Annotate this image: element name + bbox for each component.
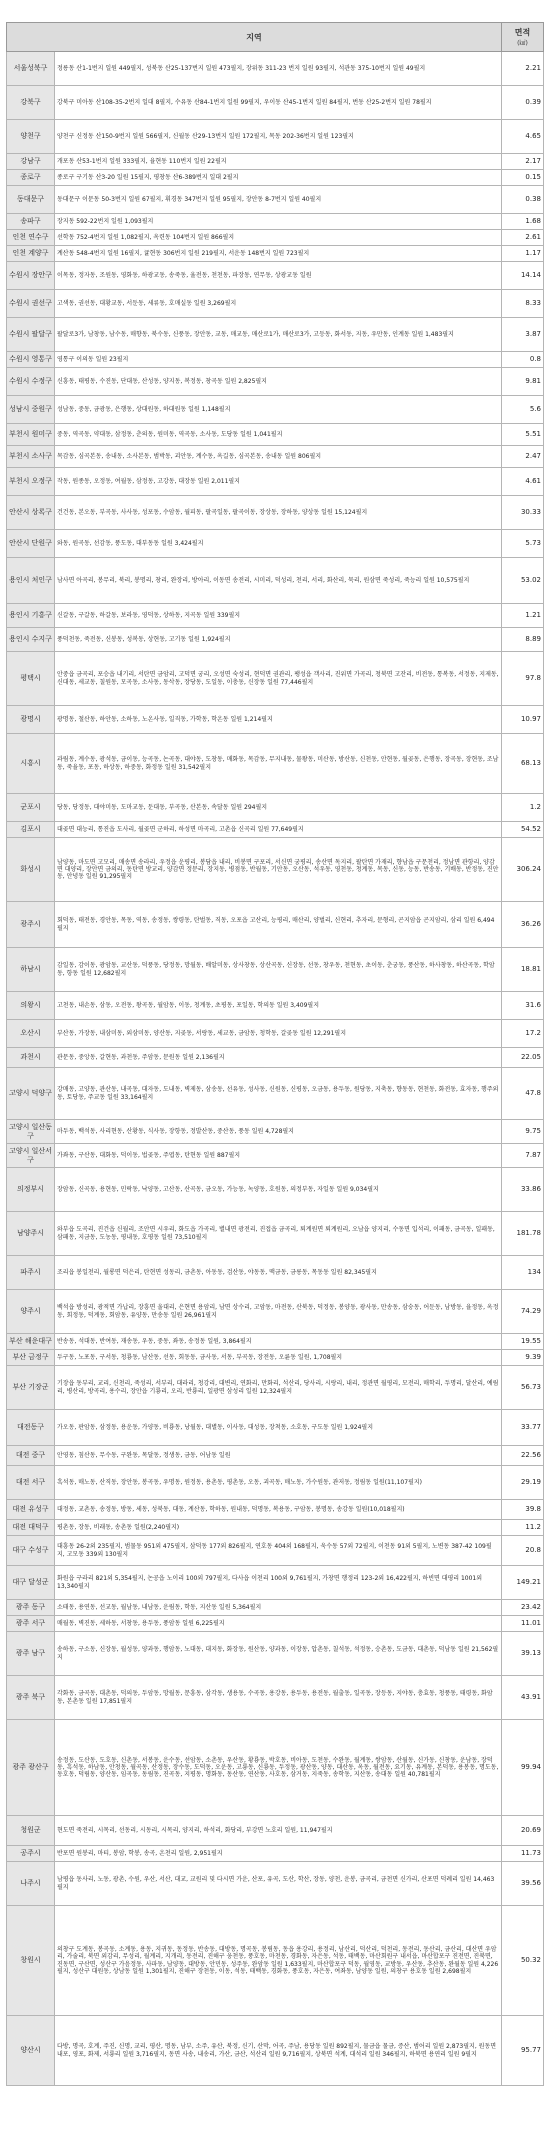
description-cell: 회덕동, 태전동, 경안동, 목동, 역동, 송정동, 쌍령동, 탄벌동, 직동, 오포읍 고산리, 능평리, 매산리, 양벌리, 신현리, 추자리, 문형리, 곤지암읍 곤지암리, 삼리 일원 6,494필지	[55, 902, 502, 948]
description-cell: 건건동, 본오동, 부곡동, 사사동, 성포동, 수암동, 월피동, 팔곡일동, 팔곡이동, 장상동, 장하동, 양상동 일원 15,124필지	[55, 496, 502, 530]
table-row	[7, 948, 544, 992]
description-cell: 남사면 아곡리, 봉무리, 북리, 봉명리, 창리, 완장리, 방아리, 이동면 송전리, 시미리, 덕성리, 천리, 서리, 화산리, 묵리, 원삼면 죽성리, 죽능리 일원 10,575필지	[55, 558, 502, 604]
description-cell: 매월동, 벽진동, 세하동, 서창동, 용두동, 풍암동 일원 6,225필지	[55, 1616, 502, 1632]
area-cell: 97.8	[502, 652, 544, 706]
area-cell: 2.21	[502, 52, 544, 86]
description-cell: 마두동, 백석동, 사리현동, 산황동, 식사동, 장항동, 정발산동, 중산동, 풍동 일원 4,728필지	[55, 1120, 502, 1144]
area-cell: 0.15	[502, 170, 544, 186]
area-cell: 31.6	[502, 992, 544, 1020]
area-cell: 22.05	[502, 1048, 544, 1068]
region-cell: 부천시 소사구	[7, 446, 55, 468]
region-cell: 오산시	[7, 1020, 55, 1048]
land-area-table-container	[6, 22, 544, 2086]
description-cell: 고천동, 내손동, 삼동, 오전동, 왕곡동, 월암동, 이동, 청계동, 초평동, 포일동, 학의동 일원 3,409필지	[55, 992, 502, 1020]
region-cell: 김포시	[7, 822, 55, 838]
area-cell: 56.73	[502, 1366, 544, 1410]
area-unit-label: (㎢)	[517, 40, 528, 47]
table-row	[7, 604, 544, 628]
region-cell: 양주시	[7, 1290, 55, 1334]
table-row	[7, 352, 544, 368]
region-cell: 종로구	[7, 170, 55, 186]
region-cell: 창원시	[7, 1906, 55, 2016]
area-cell: 39.13	[502, 1632, 544, 1676]
table-row	[7, 1168, 544, 1212]
area-cell: 0.38	[502, 186, 544, 214]
area-cell: 8.89	[502, 628, 544, 652]
description-cell: 소태동, 용연동, 선교동, 월남동, 내남동, 운림동, 학동, 지산동 일원 5,364필지	[55, 1600, 502, 1616]
table-header-row	[7, 23, 544, 52]
table-row	[7, 86, 544, 120]
description-cell: 다방, 명곡, 호계, 주진, 신명, 교리, 평산, 명동, 남부, 소주, 유산, 북정, 신기, 산막, 어곡, 주남, 용당동 일원 892필지, 물금읍 물금, 증산, 범어리 일원 2,873필지, 원동면 내포, 영포, 화제, 서룡리 일원 3,716필지, 동면 사송, 내송리, 가산, 금산, 석산리 일원 9,716필지, 상북면 석계, 대석리 일원 346필지, 하북면 용연리 일원 9필지	[55, 2016, 502, 2086]
description-cell: 동대문구 이문동 50-3번지 일원 67필지, 휘경동 347번지 일원 95필지, 장안동 8-7번지 일원 40필지	[55, 186, 502, 214]
description-cell: 안중읍 금곡리, 포승읍 내기리, 서탄면 금암리, 고덕면 궁리, 오성면 숙성리, 현덕면 권관리, 팽성읍 객사리, 진위면 가곡리, 청북면 고잔리, 비전동, 통복동, 서정동, 지제동, 신대동, 세교동, 칠원동, 모곡동, 소사동, 동삭동, 장당동, 도일동, 이충동, 신장동 일원 77,446필지	[55, 652, 502, 706]
description-cell: 현도면 죽전리, 시목리, 선동리, 시동리, 시목리, 양지리, 하석리, 화당리, 부강면 노호리 일원, 11,947필지	[55, 1816, 502, 1846]
area-cell: 1.21	[502, 604, 544, 628]
region-cell: 의왕시	[7, 992, 55, 1020]
table-row	[7, 468, 544, 496]
description-cell: 안영동, 침산동, 무수동, 구완동, 목달동, 정생동, 금동, 어남동 일원	[55, 1446, 502, 1466]
region-cell: 수원시 영통구	[7, 352, 55, 368]
description-cell: 와부읍 도곡리, 진건읍 신월리, 조안면 시우리, 화도읍 가곡리, 별내면 광전리, 진접읍 금곡리, 퇴계원면 퇴계원리, 오남읍 양지리, 수동면 입석리, 이패동, 금곡동, 일패동, 삼패동, 지금동, 도농동, 평내동, 호평동 일원 73,510필지	[55, 1212, 502, 1256]
region-column-header: 지역	[7, 23, 502, 52]
description-cell: 기장읍 동부리, 교리, 신천리, 죽성리, 서부리, 대라리, 청강리, 대변리, 연화리, 만화리, 석산리, 당사리, 시랑리, 내리, 정관면 월평리, 모전리, 매학리, 두명리, 달산리, 예림리, 병산리, 방곡리, 용수리, 장안읍 기룡리, 오리, 반룡리, 일광면 삼성리 일원 12,324필지	[55, 1366, 502, 1410]
description-cell: 성남동, 중동, 금광동, 은행동, 상대원동, 하대원동 일원 1,148필지	[55, 396, 502, 424]
table-row	[7, 1068, 544, 1120]
region-cell: 광주시	[7, 902, 55, 948]
region-cell: 강남구	[7, 154, 55, 170]
table-row	[7, 214, 544, 230]
description-cell: 당동, 당정동, 대야미동, 도마교동, 둔대동, 부곡동, 산본동, 속달동 일원 294필지	[55, 794, 502, 822]
description-cell: 강북구 미아동 산108-35-2번지 일대 8필지, 수유동 산84-1번지 일원 99필지, 우이동 산45-1번지 일원 84필지, 번동 산25-2번지 일원 78필지	[55, 86, 502, 120]
area-cell: 5.73	[502, 530, 544, 558]
area-cell: 22.56	[502, 1446, 544, 1466]
area-cell: 0.8	[502, 352, 544, 368]
region-cell: 평택시	[7, 652, 55, 706]
area-cell: 54.52	[502, 822, 544, 838]
area-cell: 47.8	[502, 1068, 544, 1120]
table-row	[7, 1350, 544, 1366]
area-cell: 99.94	[502, 1720, 544, 1816]
region-cell: 대전 대덕구	[7, 1520, 55, 1536]
description-cell: 와동, 원곡동, 선감동, 풍도동, 대부동동 일원 3,424필지	[55, 530, 502, 558]
table-row	[7, 262, 544, 290]
region-cell: 안산시 상록구	[7, 496, 55, 530]
area-cell: 53.02	[502, 558, 544, 604]
region-cell: 광주 광산구	[7, 1720, 55, 1816]
table-row	[7, 1720, 544, 1816]
description-cell: 개포동 산53-1번지 일원 333필지, 율현동 110번지 일원 22필지	[55, 154, 502, 170]
region-cell: 동대문구	[7, 186, 55, 214]
region-cell: 대구 달성군	[7, 1566, 55, 1600]
description-cell: 이목동, 정자동, 조원동, 영화동, 하광교동, 송죽동, 율전동, 천천동, 파장동, 연무동, 상광교동 일원	[55, 262, 502, 290]
table-row	[7, 1020, 544, 1048]
land-area-table	[6, 22, 544, 2086]
region-cell: 성남시 중원구	[7, 396, 55, 424]
area-cell: 11.73	[502, 1846, 544, 1862]
region-cell: 부산 기장군	[7, 1366, 55, 1410]
region-cell: 화성시	[7, 838, 55, 902]
region-cell: 용인시 기흥구	[7, 604, 55, 628]
region-cell: 강북구	[7, 86, 55, 120]
description-cell: 남평읍 동사리, 노동, 광촌, 수원, 우산, 서산, 대교, 교원리 및 다시면 가운, 산포, 유곡, 도산, 학산, 장동, 양천, 운봉, 금곡리, 금천면 신가리, 산포면 덕례리 일원 14,463필지	[55, 1862, 502, 1906]
table-row	[7, 1212, 544, 1256]
area-cell: 5.51	[502, 424, 544, 446]
description-cell: 종로구 구기동 산3-20 일원 15필지, 평창동 산6-389번지 일대 2필지	[55, 170, 502, 186]
table-row	[7, 1616, 544, 1632]
region-cell: 군포시	[7, 794, 55, 822]
table-row	[7, 318, 544, 352]
description-cell: 광명동, 철산동, 하안동, 소하동, 노온사동, 일직동, 가학동, 학온동 일원 1,214필지	[55, 706, 502, 734]
table-row	[7, 1410, 544, 1446]
region-cell: 나주시	[7, 1862, 55, 1906]
area-cell: 11.2	[502, 1520, 544, 1536]
table-row	[7, 1906, 544, 2016]
region-cell: 공주시	[7, 1846, 55, 1862]
region-cell: 고양시 일산동구	[7, 1120, 55, 1144]
region-cell: 양산시	[7, 2016, 55, 2086]
region-cell: 시흥시	[7, 734, 55, 794]
table-row	[7, 558, 544, 604]
description-cell: 영통구 이의동 일원 23필지	[55, 352, 502, 368]
description-cell: 반송동, 석대동, 반여동, 재송동, 우동, 중동, 좌동, 송정동 일원, 3,864필지	[55, 1334, 502, 1350]
region-cell: 하남시	[7, 948, 55, 992]
area-cell: 2.47	[502, 446, 544, 468]
area-cell: 36.26	[502, 902, 544, 948]
area-cell: 30.33	[502, 496, 544, 530]
description-cell: 조리읍 봉일천리, 월롱면 덕은리, 탄현면 성동리, 금촌동, 아동동, 검산동, 야동동, 맥금동, 금릉동, 목동동 일원 82,345필지	[55, 1256, 502, 1290]
region-cell: 수원시 수정구	[7, 368, 55, 396]
table-row	[7, 1862, 544, 1906]
table-row	[7, 1446, 544, 1466]
area-cell: 3.87	[502, 318, 544, 352]
region-cell: 남양주시	[7, 1212, 55, 1256]
description-cell: 각화동, 금곡동, 대촌동, 덕의동, 두암동, 망월동, 문흥동, 삼각동, 생용동, 수곡동, 용강동, 용두동, 용전동, 월출동, 일곡동, 장등동, 지야동, 충효동, 청풍동, 태령동, 화암동, 본촌동 일원 17,851필지	[55, 1676, 502, 1720]
area-cell: 39.8	[502, 1500, 544, 1520]
table-row	[7, 446, 544, 468]
table-row	[7, 290, 544, 318]
region-cell: 광주 동구	[7, 1600, 55, 1616]
description-cell: 부산동, 가장동, 내삼미동, 외삼미동, 양산동, 지곶동, 서랑동, 세교동, 금암동, 청학동, 갈곶동 일원 12,291필지	[55, 1020, 502, 1048]
description-cell: 반포면 원봉리, 마티, 봉암, 학봉, 송곡, 온천리 일원, 2,951필지	[55, 1846, 502, 1862]
region-cell: 용인시 처인구	[7, 558, 55, 604]
area-cell: 39.56	[502, 1862, 544, 1906]
region-cell: 부산 해운대구	[7, 1334, 55, 1350]
region-cell: 인천 연수구	[7, 230, 55, 246]
area-cell: 9.39	[502, 1350, 544, 1366]
region-cell: 인천 계양구	[7, 246, 55, 262]
description-cell: 신갈동, 구갈동, 하갈동, 보라동, 영덕동, 상하동, 지곡동 일원 339필지	[55, 604, 502, 628]
description-cell: 감일동, 감이동, 광암동, 교산동, 덕풍동, 당정동, 망월동, 배알미동, 상사창동, 상산곡동, 신장동, 선동, 창우동, 천현동, 초이동, 춘궁동, 풍산동, 하사창동, 하산곡동, 학암동, 항동 일원 12,682필지	[55, 948, 502, 992]
region-cell: 고양시 덕양구	[7, 1068, 55, 1120]
region-cell: 대전 중구	[7, 1446, 55, 1466]
area-cell: 17.2	[502, 1020, 544, 1048]
description-cell: 백석읍 방성리, 광적면 가납리, 장흥면 울대리, 은현면 용암리, 남면 상수리, 고암동, 마전동, 산북동, 덕정동, 봉양동, 광사동, 만송동, 삼숭동, 어둔동, 남방동, 율정동, 옥정동, 회정동, 덕계동, 회암동, 유양동, 만송동 일원 26,961필지	[55, 1290, 502, 1334]
area-cell: 19.55	[502, 1334, 544, 1350]
area-cell: 9.75	[502, 1120, 544, 1144]
area-cell: 0.39	[502, 86, 544, 120]
table-row	[7, 1366, 544, 1410]
area-cell: 1.68	[502, 214, 544, 230]
table-row	[7, 230, 544, 246]
area-cell: 4.65	[502, 120, 544, 154]
area-cell: 2.17	[502, 154, 544, 170]
region-cell: 수원시 장안구	[7, 262, 55, 290]
table-row	[7, 902, 544, 948]
area-cell: 33.77	[502, 1410, 544, 1446]
table-row	[7, 1676, 544, 1720]
table-row	[7, 396, 544, 424]
table-row	[7, 838, 544, 902]
description-cell: 송하동, 구소동, 신장동, 월성동, 양과동, 행암동, 노대동, 대지동, 화장동, 원산동, 양과동, 이장동, 압촌동, 칠석동, 석정동, 승촌동, 도금동, 대촌동, 덕남동 일원 21,562필지	[55, 1632, 502, 1676]
table-row	[7, 706, 544, 734]
description-cell: 두구동, 노포동, 구서동, 청룡동, 남산동, 선동, 회동동, 금사동, 서동, 부곡동, 장전동, 오륜동 일원, 1,708필지	[55, 1350, 502, 1366]
area-cell: 68.13	[502, 734, 544, 794]
table-row	[7, 1334, 544, 1350]
table-row	[7, 1144, 544, 1168]
description-cell: 신흥동, 태평동, 수진동, 단대동, 산성동, 양지동, 복정동, 창곡동 일원 2,825필지	[55, 368, 502, 396]
area-cell: 4.61	[502, 468, 544, 496]
area-cell: 20.8	[502, 1536, 544, 1566]
area-cell: 1.2	[502, 794, 544, 822]
region-cell: 광명시	[7, 706, 55, 734]
region-cell: 파주시	[7, 1256, 55, 1290]
area-cell: 20.69	[502, 1816, 544, 1846]
region-cell: 고양시 일산서구	[7, 1144, 55, 1168]
table-row	[7, 52, 544, 86]
table-row	[7, 246, 544, 262]
area-cell: 74.29	[502, 1290, 544, 1334]
region-cell: 안산시 단원구	[7, 530, 55, 558]
area-cell: 14.14	[502, 262, 544, 290]
region-cell: 양천구	[7, 120, 55, 154]
description-cell: 의창구 도계동, 봉곡동, 소계동, 용동, 지귀동, 동정동, 반송동, 대방동, 명곡동, 봉림동, 동읍 용강리, 용정리, 남산리, 덕산리, 덕천리, 동전리, 동산리, 금산리, 대산면 우암리, 가술리, 북면 외감리, 무성리, 월계리, 지개리, 동전리, 진해구 웅천동, 풍호동, 마천동, 경화동, 자은동, 석동, 태백동, 마산회원구 내서읍, 마산합포구 진전면, 진북면, 진동면, 구산면, 성산구 가음정동, 사파동, 남양동, 대방동, 안민동, 성주동, 완암동 일원 1,633필지, 마산합포구 덕동, 월영동, 교방동, 우산동, 추산동, 완월동 일원 4,226필지, 성산구 대원동, 상남동 일원 1,301필지, 진해구 장천동, 이동, 석동, 태백동, 경화동, 풍호동, 자은동, 여좌동, 남양동 일원, 의창구 용호동 일원 2,698필지	[55, 1906, 502, 2016]
table-row	[7, 368, 544, 396]
region-cell: 광주 서구	[7, 1616, 55, 1632]
table-row	[7, 734, 544, 794]
region-cell: 부산 금정구	[7, 1350, 55, 1366]
area-cell: 11.01	[502, 1616, 544, 1632]
area-cell: 9.81	[502, 368, 544, 396]
description-cell: 흑석동, 매노동, 산직동, 장안동, 봉곡동, 우명동, 원정동, 용촌동, 평촌동, 오동, 괴곡동, 매노동, 가수원동, 관저동, 정림동 일원(11,107필지)	[55, 1466, 502, 1500]
region-cell: 과천시	[7, 1048, 55, 1068]
area-cell: 2.61	[502, 230, 544, 246]
area-cell: 306.24	[502, 838, 544, 902]
table-row	[7, 1500, 544, 1520]
description-cell: 풍덕천동, 죽전동, 신봉동, 성복동, 상현동, 고기동 일원 1,924필지	[55, 628, 502, 652]
region-cell: 수원시 팔달구	[7, 318, 55, 352]
area-header-label: 면적	[514, 28, 531, 37]
description-cell: 송정동, 도산동, 도호동, 신촌동, 서봉동, 운수동, 선암동, 소촌동, 우산동, 황룡동, 박호동, 비아동, 도천동, 수완동, 월계동, 쌍암동, 산월동, 신가동, 신창동, 운남동, 장덕동, 흑석동, 하남동, 안청동, 월곡동, 산정동, 장수동, 도덕동, 오운동, 고룡동, 신룡동, 두정동, 광산동, 양동, 대산동, 옥동, 월전동, 요기동, 유계동, 본덕동, 용봉동, 명도동, 동호동, 덕림동, 양산동, 임곡동, 동림동, 진곡동, 지평동, 명화동, 동산동, 연산동, 사호동, 삼거동, 지죽동, 송학동, 지산동, 송대동 일원 40,781필지	[55, 1720, 502, 1816]
area-cell: 43.91	[502, 1676, 544, 1720]
table-row	[7, 1256, 544, 1290]
table-row	[7, 1536, 544, 1566]
region-cell: 광주 북구	[7, 1676, 55, 1720]
description-cell: 관문동, 중앙동, 갈현동, 과천동, 주암동, 문원동 일원 2,136필지	[55, 1048, 502, 1068]
description-cell: 장지동 592-22번지 일원 1,093필지	[55, 214, 502, 230]
description-cell: 가오동, 판암동, 삼정동, 용운동, 가양동, 비룡동, 낭월동, 대별동, 이사동, 대성동, 장척동, 소호동, 구도동 일원 1,924필지	[55, 1410, 502, 1446]
description-cell: 선학동 752-4번지 일원 1,082필지, 옥련동 104번지 일원 866필지	[55, 230, 502, 246]
description-cell: 남양동, 마도면 고모리, 매송면 송라리, 우정읍 운평리, 봉담읍 내리, 비봉면 구포리, 서신면 궁평리, 송산면 독지리, 팔탄면 가재리, 향남읍 구문천리, 정남면 관항리, 양감면 대양리, 장안면 금의리, 동탄면 방교리, 양감면 정문리, 장지동, 병점동, 반월동, 기안동, 오산동, 석우동, 영천동, 청계동, 목동, 신동, 능동, 반송동, 기배동, 반정동, 진안동, 안녕동 일원 91,295필지	[55, 838, 502, 902]
region-cell: 대전 서구	[7, 1466, 55, 1500]
description-cell: 계산동 548-4번지 일원 16필지, 귤현동 306번지 일원 219필지, 서운동 148번지 일원 723필지	[55, 246, 502, 262]
area-cell: 95.77	[502, 2016, 544, 2086]
region-cell: 송파구	[7, 214, 55, 230]
description-cell: 양천구 신정동 산150-9번지 일원 566필지, 신월동 산29-13번지 일원 172필지, 목동 202-36번지 일원 123필지	[55, 120, 502, 154]
region-cell: 서울성북구	[7, 52, 55, 86]
table-row	[7, 992, 544, 1020]
description-cell: 가좌동, 구산동, 대화동, 덕이동, 법곶동, 주엽동, 탄현동 일원 887필지	[55, 1144, 502, 1168]
table-row	[7, 496, 544, 530]
region-cell: 수원시 권선구	[7, 290, 55, 318]
region-cell: 용인시 수지구	[7, 628, 55, 652]
region-cell: 광주 남구	[7, 1632, 55, 1676]
area-cell: 50.32	[502, 1906, 544, 2016]
table-row	[7, 1120, 544, 1144]
table-row	[7, 1566, 544, 1600]
table-row	[7, 120, 544, 154]
table-row	[7, 822, 544, 838]
table-row	[7, 794, 544, 822]
area-cell: 10.97	[502, 706, 544, 734]
table-row	[7, 530, 544, 558]
area-cell: 8.33	[502, 290, 544, 318]
description-cell: 정릉동 산1-1번지 일원 449필지, 성북동 산25-137번지 일원 473필지, 장위동 311-23 번지 일원 93필지, 석관동 375-10번지 일원 49필지	[55, 52, 502, 86]
table-row	[7, 628, 544, 652]
table-row	[7, 1048, 544, 1068]
description-cell: 대흥동 26-2외 235필지, 범물동 951외 475필지, 삼덕동 177외 826필지, 연호동 404외 168필지, 욱수동 57외 72필지, 이천동 91외 5필지, 노변동 387-42 109필지, 고모동 339외 130필지	[55, 1536, 502, 1566]
description-cell: 화원읍 구라리 821외 5,354필지, 논공읍 노이리 100외 797필지, 다사읍 이천리 100외 9,761필지, 가창면 행정리 123-2외 16,422필지, 하빈면 대평리 1001외 13,340필지	[55, 1566, 502, 1600]
region-cell: 부천시 오정구	[7, 468, 55, 496]
table-row	[7, 186, 544, 214]
area-cell: 29.19	[502, 1466, 544, 1500]
table-row	[7, 424, 544, 446]
area-cell: 181.78	[502, 1212, 544, 1256]
table-row	[7, 652, 544, 706]
area-cell: 23.42	[502, 1600, 544, 1616]
region-cell: 부천시 원미구	[7, 424, 55, 446]
description-cell: 팔달로3가, 남창동, 남수동, 매향동, 북수동, 신풍동, 장안동, 교동, 매교동, 매산로1가, 매산로3가, 고등동, 화서동, 지동, 우만동, 인계동 일원 1,483필지	[55, 318, 502, 352]
description-cell: 목감동, 심곡본동, 송내동, 소사본동, 범박동, 괴안동, 계수동, 옥길동, 심곡본동, 송내동 일원 806필지	[55, 446, 502, 468]
table-row	[7, 1846, 544, 1862]
table-row	[7, 2016, 544, 2086]
area-cell: 5.6	[502, 396, 544, 424]
table-row	[7, 1816, 544, 1846]
description-cell: 강매동, 고양동, 관산동, 내곡동, 대자동, 도내동, 벽제동, 삼송동, 선유동, 성사동, 신원동, 신평동, 오금동, 용두동, 원당동, 지축동, 향동동, 현천동, 화전동, 효자동, 행주외동, 토당동, 주교동 일원 33,164필지	[55, 1068, 502, 1120]
region-cell: 청원군	[7, 1816, 55, 1846]
description-cell: 고색동, 권선동, 대황교동, 서둔동, 세류동, 호매실동 일원 3,269필지	[55, 290, 502, 318]
description-cell: 평촌동, 장동, 비래동, 송촌동 일원(2,240필지)	[55, 1520, 502, 1536]
table-row	[7, 154, 544, 170]
region-cell: 대전 유성구	[7, 1500, 55, 1520]
region-cell: 의정부시	[7, 1168, 55, 1212]
description-cell: 중동, 역곡동, 약대동, 삼정동, 춘의동, 원미동, 역곡동, 소사동, 도당동 일원 1,041필지	[55, 424, 502, 446]
description-cell: 작동, 원종동, 오정동, 여월동, 삼정동, 고강동, 대장동 일원 2,011필지	[55, 468, 502, 496]
area-cell: 18.81	[502, 948, 544, 992]
table-row	[7, 1290, 544, 1334]
description-cell: 대정동, 교촌동, 송정동, 방동, 세동, 성북동, 대동, 계산동, 학하동, 원내동, 덕명동, 복용동, 구암동, 봉명동, 송강동 일원(10,018필지)	[55, 1500, 502, 1520]
table-row	[7, 1520, 544, 1536]
table-row	[7, 170, 544, 186]
region-cell: 대전동구	[7, 1410, 55, 1446]
description-cell: 대곶면 대능리, 통진읍 도사리, 월곶면 군하리, 하성면 마곡리, 고촌읍 신곡리 일원 77,649필지	[55, 822, 502, 838]
description-cell: 장암동, 신곡동, 용현동, 민락동, 낙양동, 고산동, 산곡동, 금오동, 가능동, 녹양동, 호원동, 의정부동, 자일동 일원 9,034필지	[55, 1168, 502, 1212]
table-row	[7, 1600, 544, 1616]
region-cell: 대구 수성구	[7, 1536, 55, 1566]
area-cell: 134	[502, 1256, 544, 1290]
area-cell: 149.21	[502, 1566, 544, 1600]
table-row	[7, 1632, 544, 1676]
area-cell: 7.87	[502, 1144, 544, 1168]
description-cell: 과림동, 계수동, 광석동, 금이동, 능곡동, 논곡동, 대야동, 도창동, 매화동, 목감동, 무지내동, 물왕동, 미산동, 방산동, 신천동, 안현동, 월곶동, 은행동, 장곡동, 장현동, 조남동, 죽율동, 포동, 하상동, 하중동, 화정동 일원 31,542필지	[55, 734, 502, 794]
area-cell: 1.17	[502, 246, 544, 262]
area-column-header	[502, 23, 544, 52]
table-row	[7, 1466, 544, 1500]
area-cell: 33.86	[502, 1168, 544, 1212]
